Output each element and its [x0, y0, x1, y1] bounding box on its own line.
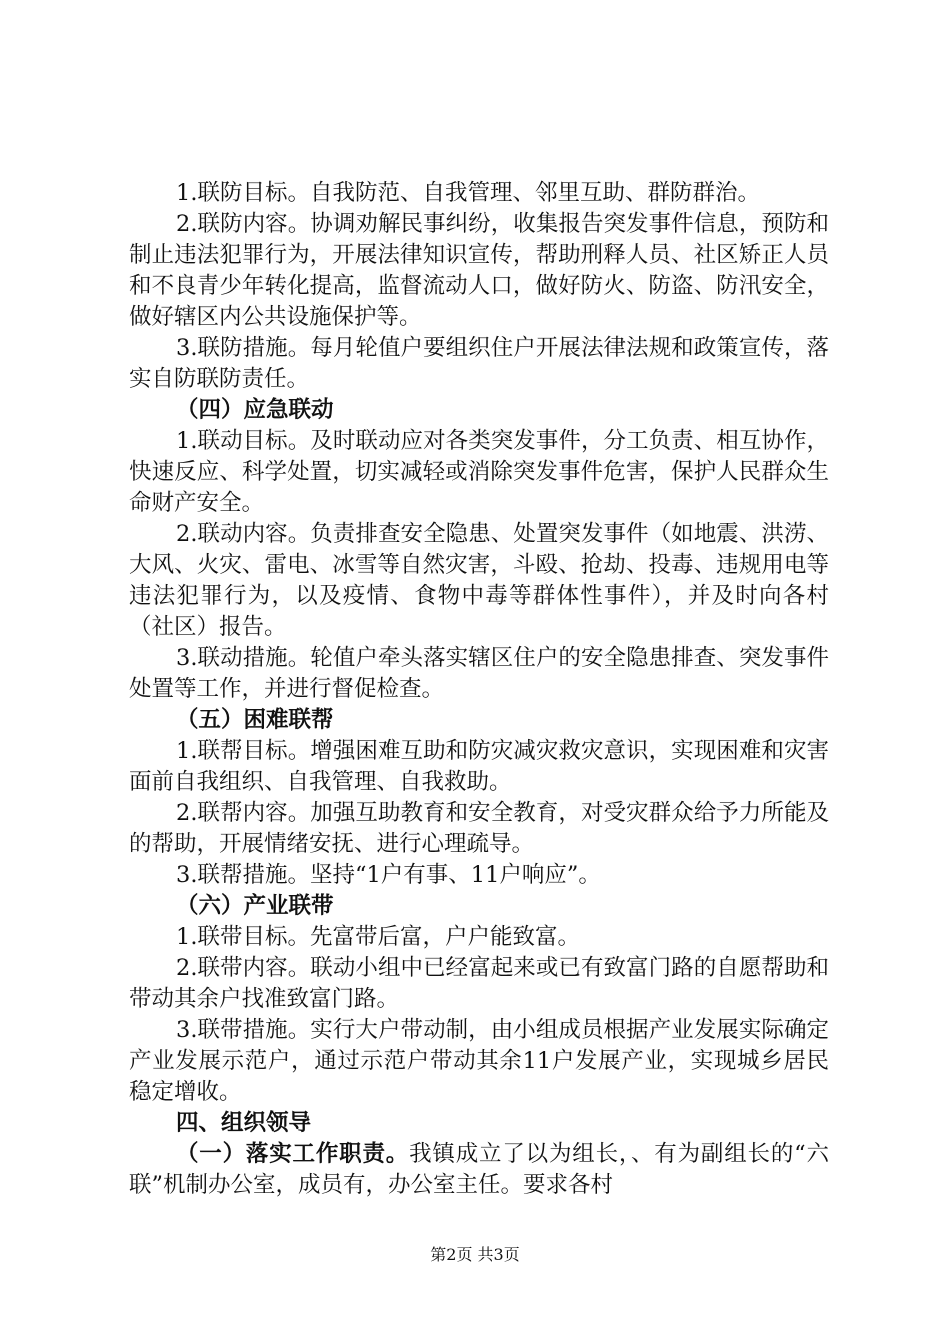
paragraph: 1.联防目标。自我防范、自我管理、邻里互助、群防群治。: [176, 180, 760, 206]
paragraph-lead: （一）落实工作职责。: [176, 1141, 410, 1167]
paragraph: 2.联带内容。联动小组中已经富起来或已有致富门路的自愿帮助和带动其余户找准致富门路。: [129, 955, 829, 1012]
paragraph: 1.联动目标。及时联动应对各类突发事件，分工负责、相互协作，快速反应、科学处置，切实减轻或消除突发事件危害，保护人民群众生命财产安全。: [129, 428, 829, 516]
paragraph: 3.联动措施。轮值户牵头落实辖区住户的安全隐患排查、突发事件处置等工作，并进行督促检查。: [129, 645, 829, 702]
paragraph: 3.联带措施。实行大户带动制，由小组成员根据产业发展实际确定产业发展示范户，通过示范户带动其余11户发展产业，实现城乡居民稳定增收。: [129, 1017, 829, 1105]
paragraph: 1.联带目标。先富带后富，户户能致富。: [176, 924, 580, 950]
paragraph: [129, 1139, 829, 1201]
page-number: 第2页 共3页: [430, 1245, 520, 1264]
chapter-heading: 四、组织领导: [176, 1110, 312, 1136]
paragraph: 2.联帮内容。加强互助教育和安全教育，对受灾群众给予力所能及的帮助，开展情绪安抚、进行心理疏导。: [129, 800, 829, 857]
paragraph-text: 我镇成立了以为组长，、有为副组长的“六联”机制办公室，成员有，办公室主任。要求各村: [129, 1141, 829, 1198]
paragraph: 2.联动内容。负责排查安全隐患、处置突发事件（如地震、洪涝、大风、火灾、雷电、冰雪等自然灾害，斗殴、抢劫、投毒、违规用电等违法犯罪行为，以及疫情、食物中毒等群体性事件），并及时向各村（社区）报告。: [129, 521, 829, 640]
section-heading: （四）应急联动: [176, 397, 334, 423]
section-heading: （五）困难联帮: [176, 707, 334, 733]
section-heading: （六）产业联带: [176, 893, 334, 919]
paragraph: 1.联帮目标。增强困难互助和防灾减灾救灾意识，实现困难和灾害面前自我组织、自我管理、自我救助。: [129, 738, 829, 795]
paragraph: 3.联帮措施。坚持“1户有事、11户响应”。: [176, 862, 601, 888]
document-body: [129, 178, 829, 1201]
paragraph: 2.联防内容。协调劝解民事纠纷，收集报告突发事件信息，预防和制止违法犯罪行为，开展法律知识宣传，帮助刑释人员、社区矫正人员和不良青少年转化提高，监督流动人口，做好防火、防盗、防汛安全，做好辖区内公共设施保护等。: [129, 211, 829, 330]
paragraph: 3.联防措施。每月轮值户要组织住户开展法律法规和政策宣传，落实自防联防责任。: [129, 335, 829, 392]
